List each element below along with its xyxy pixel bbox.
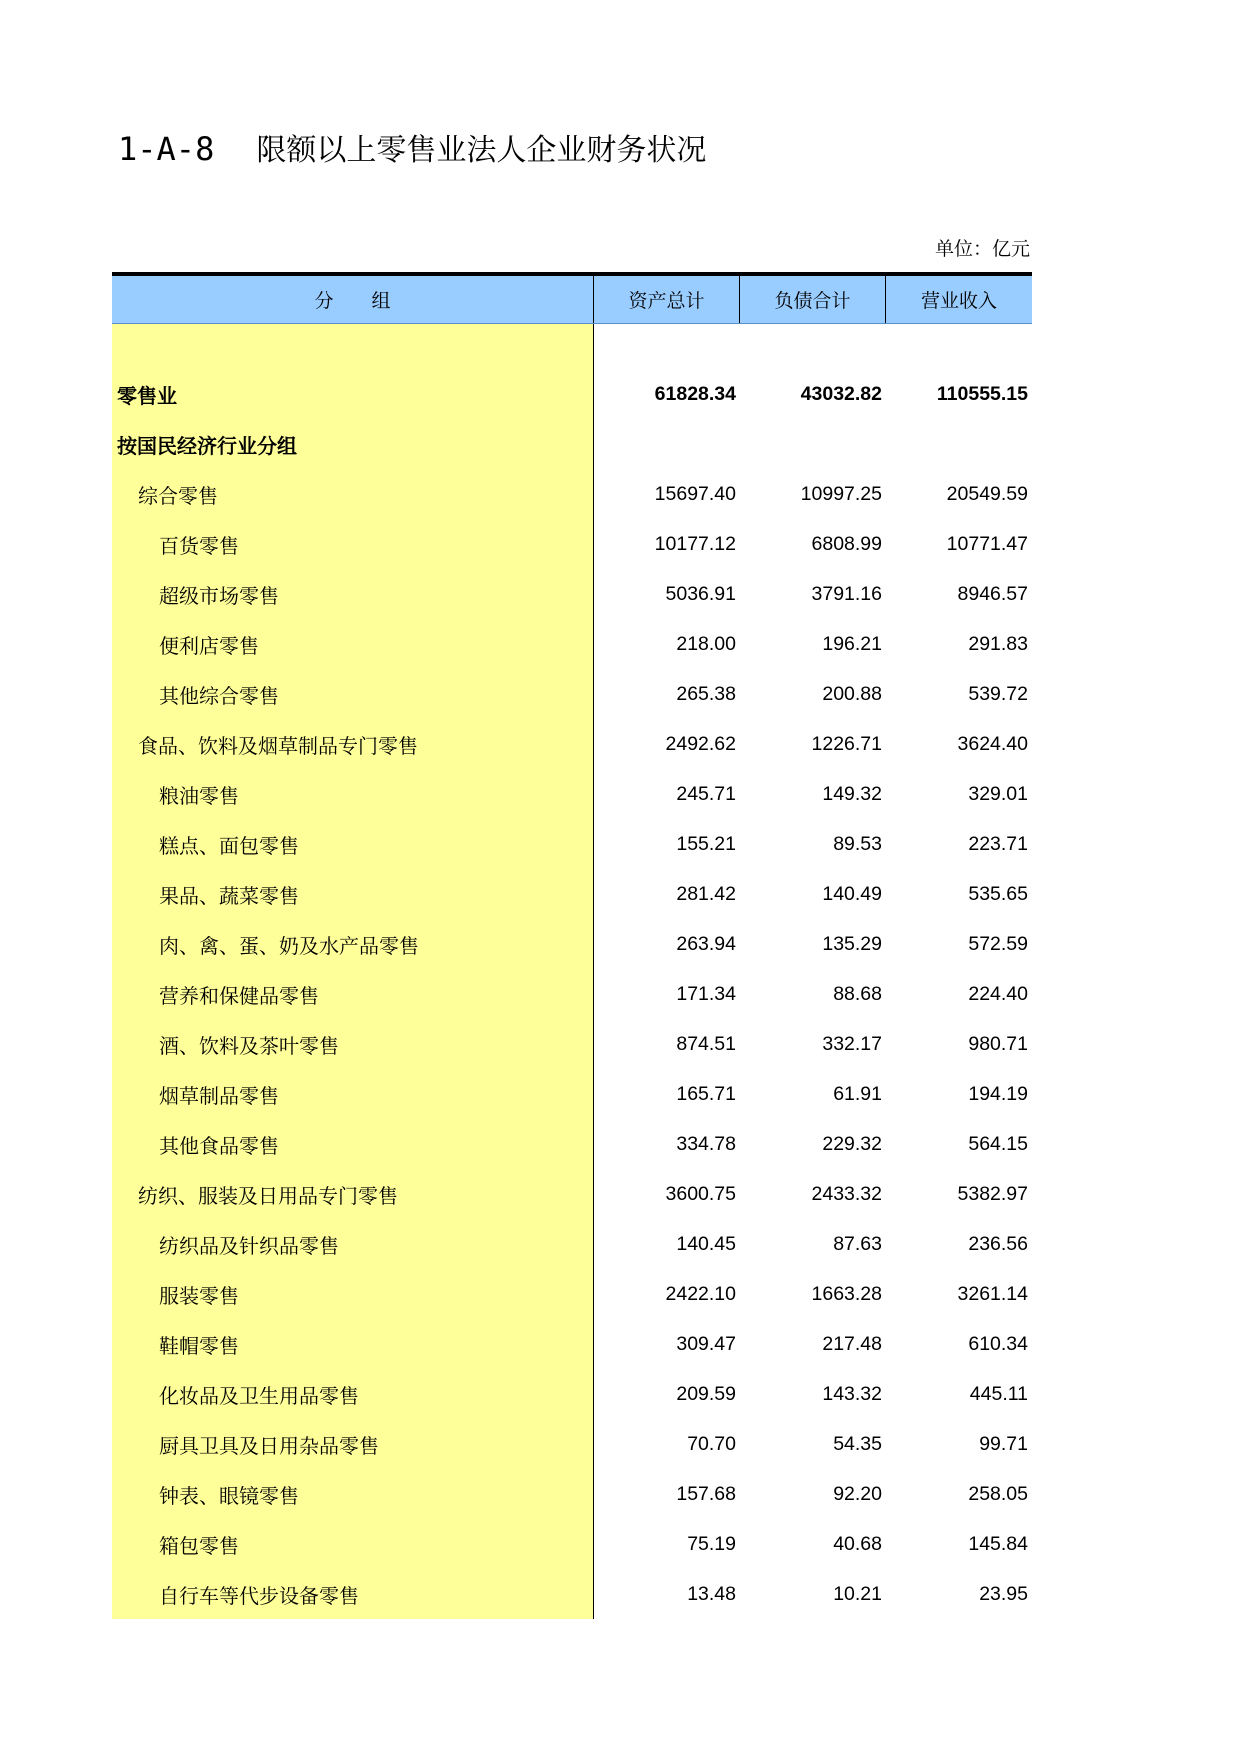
total-liabilities-cell: 87.63 [833, 1232, 882, 1255]
total-assets-cell: 218.00 [676, 632, 736, 655]
operating-revenue-cell: 564.15 [968, 1132, 1028, 1155]
row-name: 百货零售 [159, 533, 239, 558]
data-table [112, 272, 1032, 1619]
operating-revenue-cell: 236.56 [968, 1232, 1028, 1255]
table-row [112, 519, 1032, 569]
operating-revenue-cell: 8946.57 [957, 582, 1028, 605]
total-liabilities-cell: 149.32 [822, 782, 882, 805]
total-liabilities-cell: 10997.25 [800, 482, 882, 505]
operating-revenue-cell: 20549.59 [946, 482, 1028, 505]
total-assets-cell: 2492.62 [665, 732, 736, 755]
row-name: 化妆品及卫生用品零售 [159, 1383, 359, 1408]
row-name: 果品、蔬菜零售 [159, 883, 299, 908]
row-name: 其他食品零售 [159, 1133, 279, 1158]
total-assets-cell: 309.47 [676, 1332, 736, 1355]
operating-revenue-cell: 610.34 [968, 1332, 1028, 1355]
unit-label: 单位：亿元 [934, 238, 1030, 260]
row-name: 纺织、服装及日用品专门零售 [138, 1183, 398, 1208]
total-liabilities-cell: 143.32 [822, 1382, 882, 1405]
total-assets-cell: 5036.91 [665, 582, 736, 605]
row-name: 鞋帽零售 [159, 1333, 239, 1358]
total-assets-cell: 157.68 [676, 1482, 736, 1505]
header-group: 分 组 [112, 276, 594, 323]
table-row [112, 669, 1032, 719]
page-title [118, 126, 706, 172]
table-header [112, 276, 1032, 324]
total-assets-cell: 334.78 [676, 1132, 736, 1155]
total-liabilities-cell: 40.68 [833, 1532, 882, 1555]
header-total-liabilities: 负债合计 [740, 276, 886, 323]
row-name: 粮油零售 [159, 783, 239, 808]
total-assets-cell: 265.38 [676, 682, 736, 705]
total-liabilities-cell: 3791.16 [811, 582, 882, 605]
row-name: 酒、饮料及茶叶零售 [159, 1033, 339, 1058]
table-row [112, 469, 1032, 519]
total-liabilities-cell: 229.32 [822, 1132, 882, 1155]
total-assets-cell: 13.48 [687, 1582, 736, 1605]
row-name: 零售业 [117, 383, 177, 408]
row-name: 肉、禽、蛋、奶及水产品零售 [159, 933, 419, 958]
total-liabilities-cell: 43032.82 [800, 382, 882, 405]
table-row [112, 819, 1032, 869]
row-name: 食品、饮料及烟草制品专门零售 [138, 733, 418, 758]
operating-revenue-cell: 329.01 [968, 782, 1028, 805]
total-assets-cell: 140.45 [676, 1232, 736, 1255]
table-row [112, 969, 1032, 1019]
row-name: 箱包零售 [159, 1533, 239, 1558]
row-name: 便利店零售 [159, 633, 259, 658]
table-spacer [112, 324, 1032, 369]
row-name: 糕点、面包零售 [159, 833, 299, 858]
table-row [112, 1219, 1032, 1269]
total-assets-cell: 263.94 [676, 932, 736, 955]
table-row [112, 369, 1032, 419]
operating-revenue-cell: 23.95 [979, 1582, 1028, 1605]
table-row [112, 1169, 1032, 1219]
table-code: 1-A-8 [118, 130, 215, 168]
operating-revenue-cell: 258.05 [968, 1482, 1028, 1505]
total-liabilities-cell: 1663.28 [811, 1282, 882, 1305]
total-assets-cell: 10177.12 [654, 532, 736, 555]
row-name: 钟表、眼镜零售 [159, 1483, 299, 1508]
header-total-assets: 资产总计 [594, 276, 740, 323]
row-name: 营养和保健品零售 [159, 983, 319, 1008]
operating-revenue-cell: 3624.40 [957, 732, 1028, 755]
row-name: 其他综合零售 [159, 683, 279, 708]
operating-revenue-cell: 572.59 [968, 932, 1028, 955]
total-assets-cell: 165.71 [676, 1082, 736, 1105]
total-assets-cell: 70.70 [687, 1432, 736, 1455]
header-operating-revenue: 营业收入 [920, 290, 997, 312]
total-liabilities-cell: 217.48 [822, 1332, 882, 1355]
table-row [112, 1369, 1032, 1419]
table-row [112, 719, 1032, 769]
total-liabilities-cell: 54.35 [833, 1432, 882, 1455]
total-assets-cell: 3600.75 [665, 1182, 736, 1205]
table-row [112, 419, 1032, 469]
row-name: 自行车等代步设备零售 [159, 1583, 359, 1608]
total-liabilities-cell: 135.29 [822, 932, 882, 955]
total-liabilities-cell: 140.49 [822, 882, 882, 905]
total-assets-cell: 15697.40 [654, 482, 736, 505]
total-assets-cell: 874.51 [676, 1032, 736, 1055]
total-liabilities-cell: 2433.32 [811, 1182, 882, 1205]
total-liabilities-cell: 88.68 [833, 982, 882, 1005]
operating-revenue-cell: 194.19 [968, 1082, 1028, 1105]
operating-revenue-cell: 980.71 [968, 1032, 1028, 1055]
table-row [112, 1069, 1032, 1119]
operating-revenue-cell: 445.11 [969, 1382, 1028, 1405]
table-row [112, 1119, 1032, 1169]
table-row [112, 1519, 1032, 1569]
operating-revenue-cell: 5382.97 [957, 1182, 1028, 1205]
table-row [112, 919, 1032, 969]
operating-revenue-cell: 535.65 [968, 882, 1028, 905]
operating-revenue-cell: 224.40 [968, 982, 1028, 1005]
table-row [112, 1019, 1032, 1069]
operating-revenue-cell: 539.72 [968, 682, 1028, 705]
total-liabilities-cell: 196.21 [822, 632, 882, 655]
total-liabilities-cell: 92.20 [833, 1482, 882, 1505]
row-name: 综合零售 [138, 483, 218, 508]
table-row [112, 1419, 1032, 1469]
total-liabilities-cell: 332.17 [822, 1032, 882, 1055]
table-row [112, 619, 1032, 669]
total-liabilities-cell: 89.53 [833, 832, 882, 855]
row-name: 超级市场零售 [159, 583, 279, 608]
total-liabilities-cell: 10.21 [833, 1582, 882, 1605]
row-name: 烟草制品零售 [159, 1083, 279, 1108]
operating-revenue-cell: 145.84 [968, 1532, 1028, 1555]
total-assets-cell: 171.34 [676, 982, 736, 1005]
row-name: 厨具卫具及日用杂品零售 [159, 1433, 379, 1458]
total-liabilities-cell: 1226.71 [811, 732, 882, 755]
total-liabilities-cell: 6808.99 [811, 532, 882, 555]
total-assets-cell: 245.71 [676, 782, 736, 805]
operating-revenue-cell: 3261.14 [957, 1282, 1028, 1305]
table-body [112, 324, 1032, 1619]
row-name: 纺织品及针织品零售 [159, 1233, 339, 1258]
row-name: 按国民经济行业分组 [117, 433, 297, 458]
table-row [112, 569, 1032, 619]
table-row [112, 1469, 1032, 1519]
total-assets-cell: 209.59 [676, 1382, 736, 1405]
operating-revenue-cell: 223.71 [968, 832, 1028, 855]
total-assets-cell: 155.21 [676, 832, 736, 855]
total-assets-cell: 61828.34 [654, 382, 736, 405]
operating-revenue-cell: 99.71 [979, 1432, 1028, 1455]
operating-revenue-cell: 291.83 [968, 632, 1028, 655]
table-row [112, 1569, 1032, 1619]
total-assets-cell: 75.19 [687, 1532, 736, 1555]
total-liabilities-cell: 61.91 [833, 1082, 882, 1105]
table-row [112, 1319, 1032, 1369]
table-row [112, 869, 1032, 919]
table-title: 限额以上零售业法人企业财务状况 [256, 133, 707, 168]
table-row [112, 1269, 1032, 1319]
total-liabilities-cell: 200.88 [822, 682, 882, 705]
table-row [112, 769, 1032, 819]
total-assets-cell: 2422.10 [665, 1282, 736, 1305]
operating-revenue-cell: 110555.15 [936, 382, 1028, 405]
operating-revenue-cell: 10771.47 [946, 532, 1028, 555]
total-assets-cell: 281.42 [676, 882, 736, 905]
row-name: 服装零售 [159, 1283, 239, 1308]
